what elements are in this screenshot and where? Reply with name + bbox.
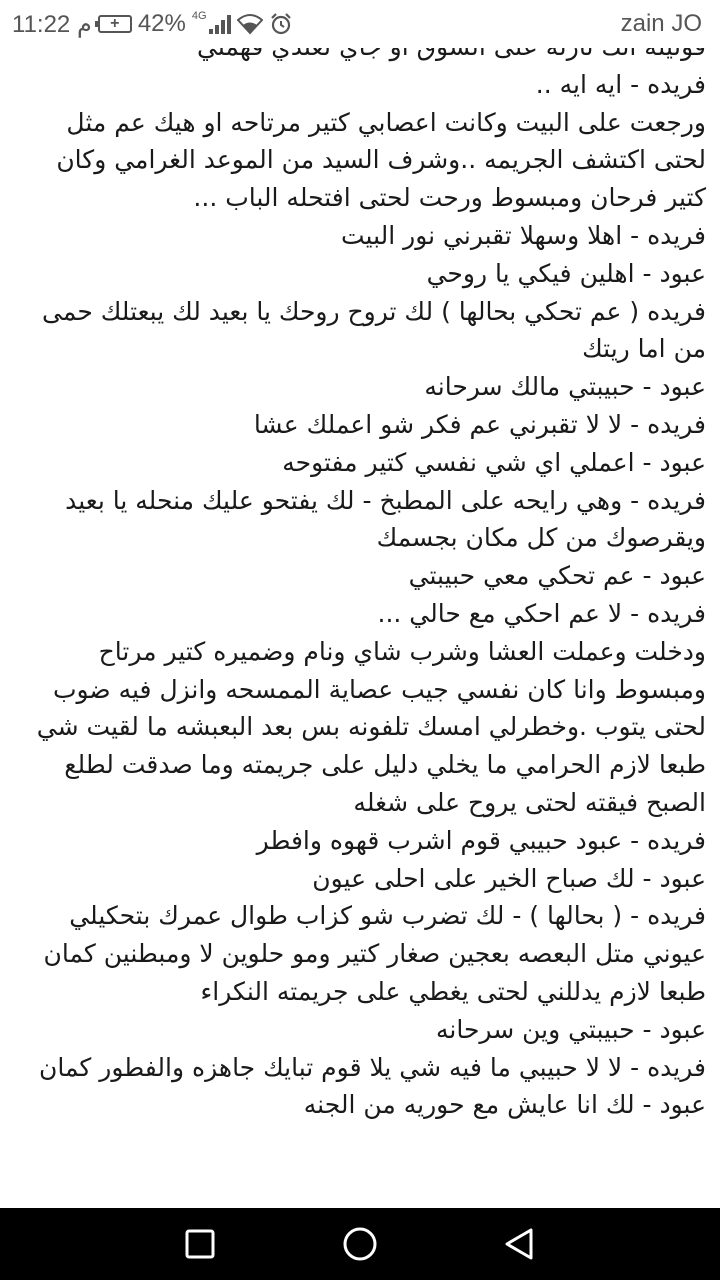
story-line: عبود - لك صباح الخير على احلى عيون	[312, 863, 706, 893]
story-line: فريده - ايه ايه ..	[535, 69, 706, 99]
triangle-back-icon[interactable]	[502, 1226, 538, 1262]
carrier-name: zain JO	[620, 10, 702, 37]
story-line: فريده - لا لا حبيبي ما فيه شي يلا قوم تبايك جاهزه والفطور كمان	[38, 1052, 706, 1082]
square-recents-icon[interactable]	[182, 1226, 218, 1262]
story-line: ودخلت وعملت العشا وشرب شاي ونام وضميره كتير مرتاح ومبسوط وانا كان نفسي جيب عصاية الممسحه وانزل فيه ضوب لحتى يتوب .وخطرلي امسك تلفونه بس بعد البعبشه ما لقيت شي طبعا لازم الحرامي ما يخلي دليل على جريمته وما صدقت لطلع الصبح فيقته لحتى يروح على شغله	[36, 636, 706, 817]
story-line: عبود - حبيبتي وين سرحانه	[435, 1014, 706, 1044]
story-line: فريده ( عم تحكي بحالها ) لك تروح روحك يا بعيد لك يبعتلك حمى من اما ريتك	[42, 296, 706, 364]
network-type: 4G	[191, 10, 207, 22]
story-line: عبود - عم تحكي معي حبيبتي	[408, 561, 706, 591]
wifi-icon	[237, 13, 263, 35]
story-line: ورجعت على البيت وكانت اعصابي كتير مرتاحه او هيك عم مثل لحتى اكتشف الجريمه ..وشرف السيد من الموعد الغرامي وكان كتير فرحان ومبسوط ورحت لحتى افتحله الباب ...	[56, 107, 706, 213]
battery-percent: 42%	[137, 10, 186, 37]
story-text	[0, 28, 720, 1208]
navigation-bar	[0, 1208, 720, 1280]
cellular-signal-icon	[209, 14, 231, 34]
story-line: عبود - حبيبتي مالك سرحانه	[424, 372, 706, 402]
status-bar	[0, 0, 720, 48]
story-line: فريده - لا عم احكي مع حالي ...	[377, 598, 706, 628]
story-line: فريده - عبود حبيبي قوم اشرب قهوه وافطر	[256, 825, 706, 855]
battery-charging-icon: +	[98, 15, 132, 33]
alarm-clock-icon	[269, 12, 293, 36]
circle-home-icon[interactable]	[342, 1226, 378, 1262]
story-line: فريده - لا لا تقبرني عم فكر شو اعملك عشا	[253, 409, 706, 439]
status-icons	[12, 8, 293, 40]
story-line: عبود - اعملي اي شي نفسي كتير مفتوحه	[282, 447, 706, 477]
story-line: فريده - ( بحالها ) - لك تضرب شو كزاب طوال عمرك بتحكيلي عيوني متل البعصه بعجين صغار كتير ومو حلوين لا ومبطنين كمان طبعا لازم يدللني لحتى يغطي على جريمته النكراء	[43, 901, 706, 1006]
story-line: عبود - اهلين فيكي يا روحي	[426, 258, 706, 288]
story-line: فريده - وهي رايحه على المطبخ - لك يفتحو عليك منحله يا بعيد ويقرصوك من كل مكان بجسمك	[65, 485, 706, 553]
story-line: فريده - اهلا وسهلا تقبرني نور البيت	[340, 220, 706, 250]
story-line: عبود - لك انا عايش مع حوريه من الجنه	[303, 1090, 706, 1120]
clock-time: 11:22 م	[12, 10, 92, 38]
